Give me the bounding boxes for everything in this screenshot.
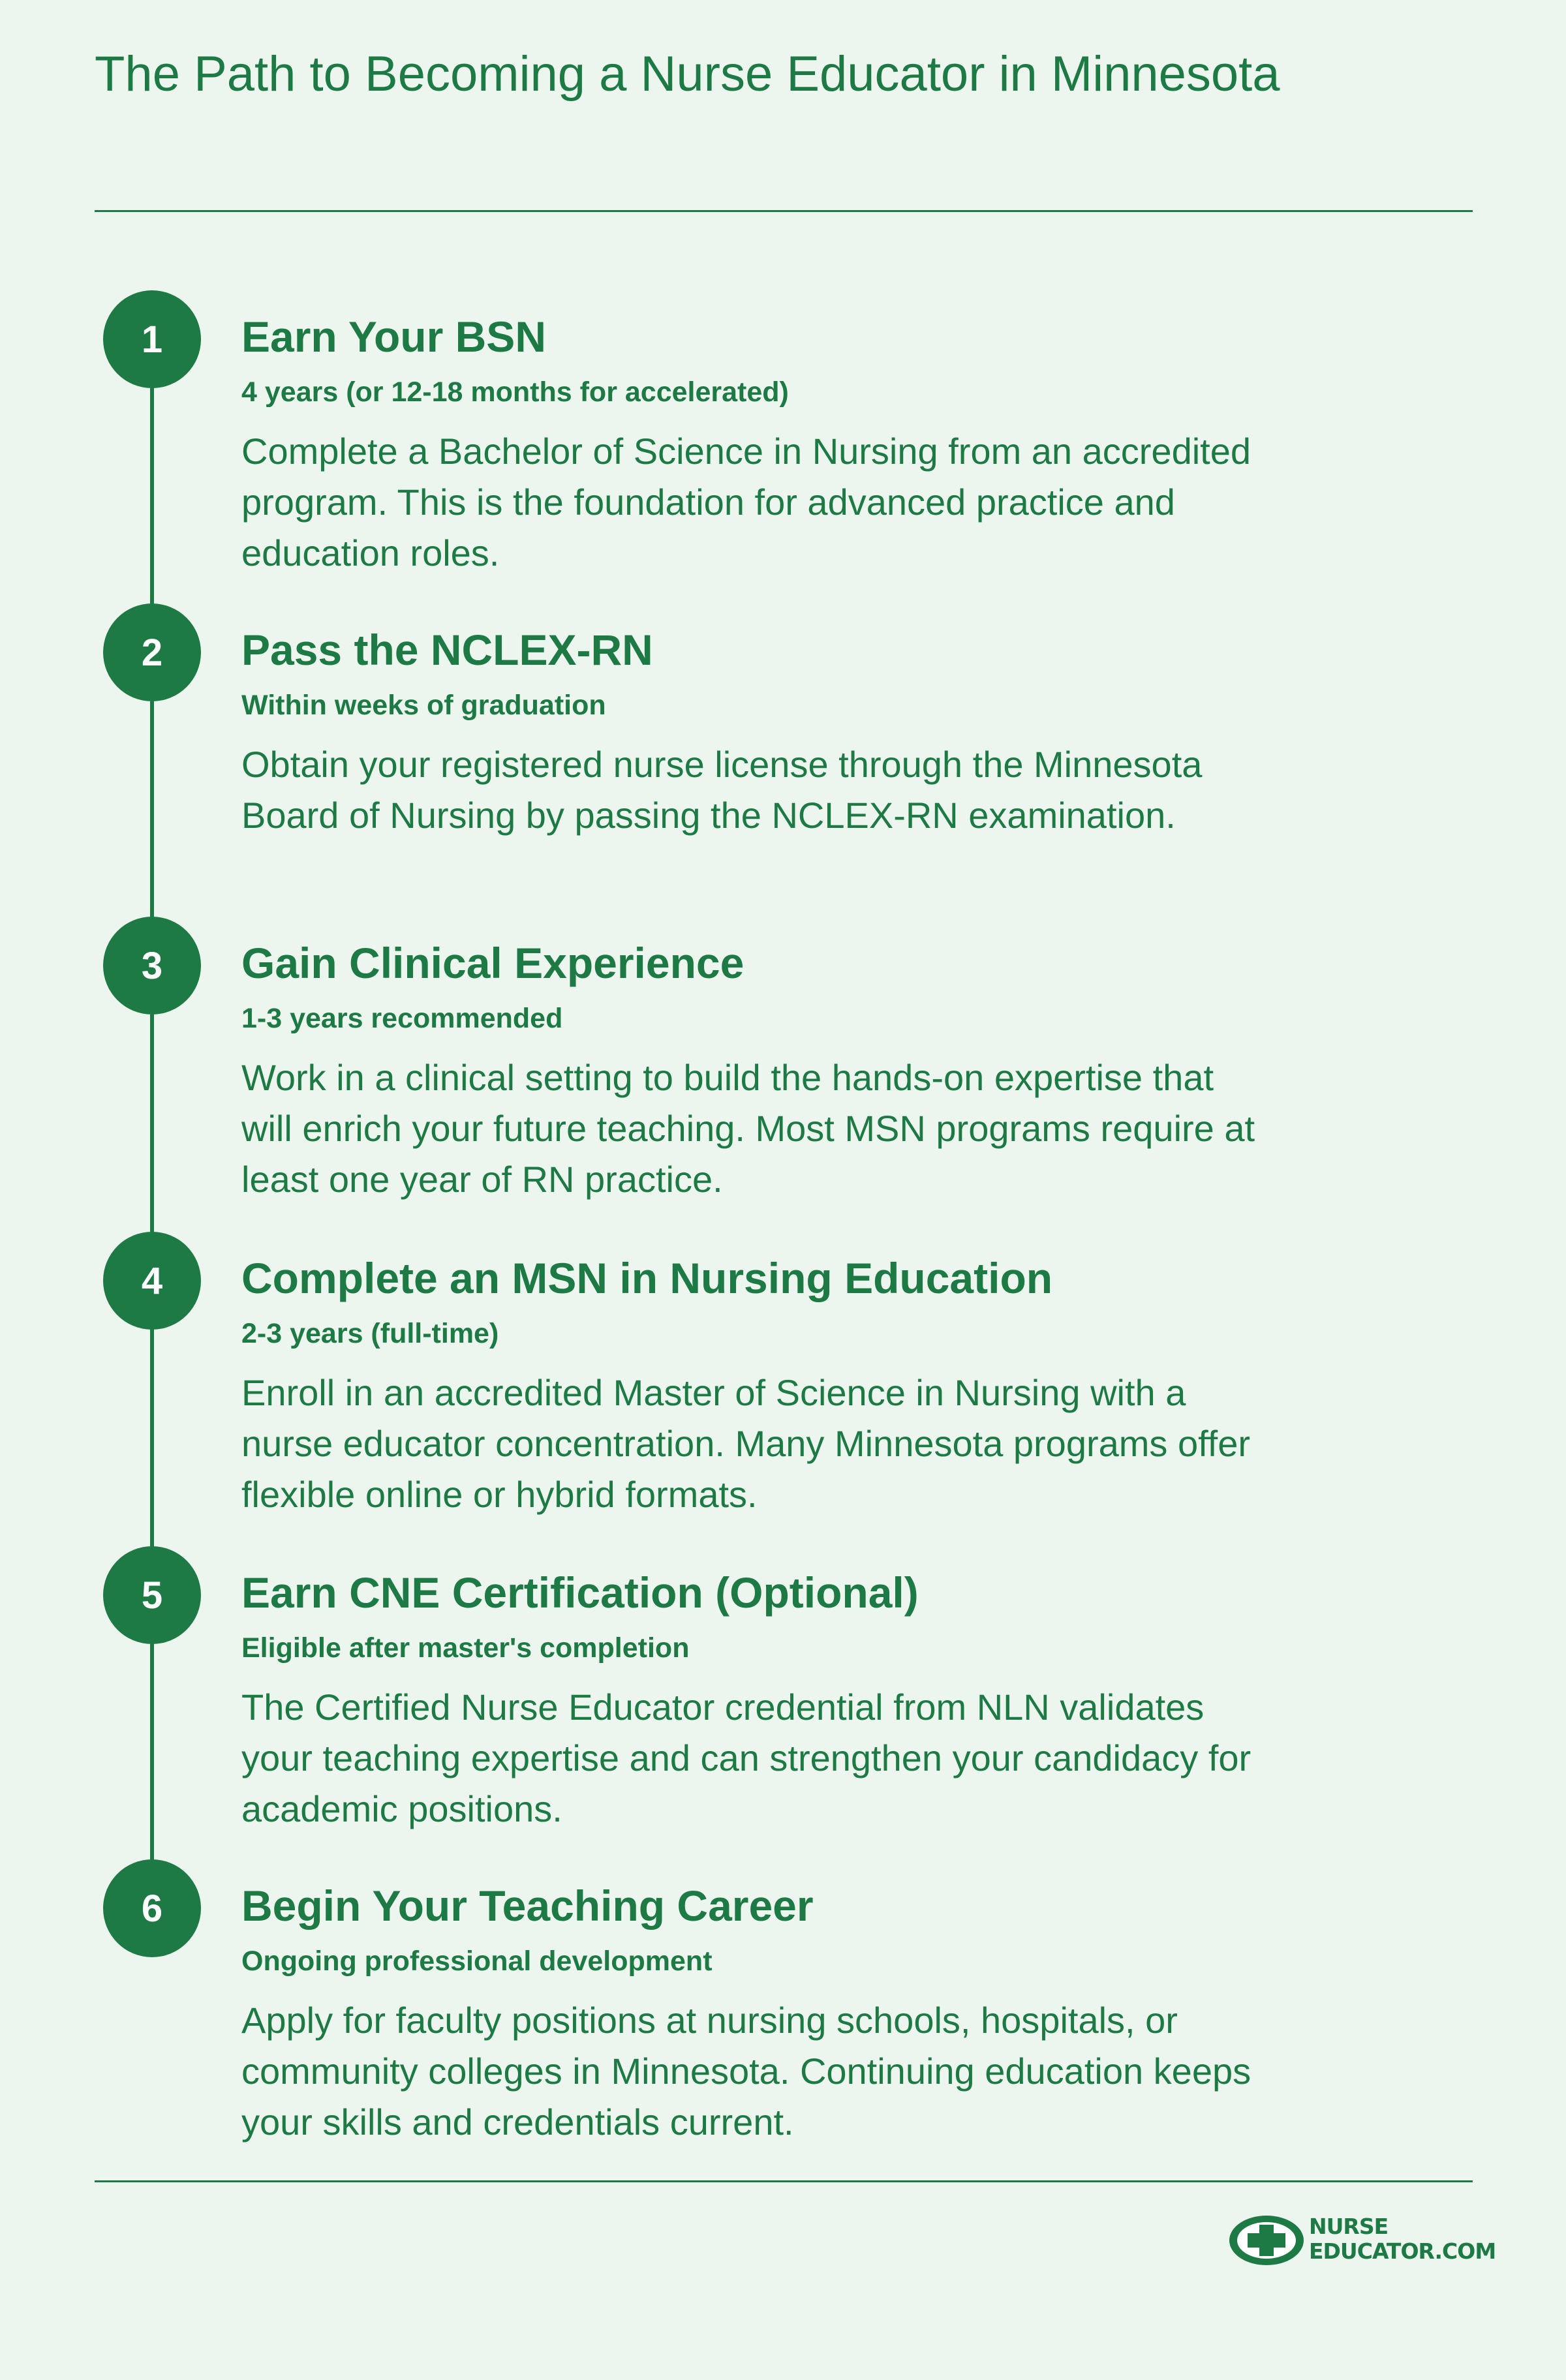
logo-line-2: EDUCATOR.COM xyxy=(1309,2238,1496,2264)
logo-wordmark xyxy=(1309,2214,1496,2264)
header-divider xyxy=(95,210,1473,212)
step-number-badge: 1 xyxy=(103,290,201,388)
step-title: Earn CNE Certification (Optional) xyxy=(241,1568,919,1617)
step-description: Obtain your registered nurse license through the Minnesota Board of Nursing by passing the NCLEX-RN examination. xyxy=(241,744,1203,836)
step-description: Apply for faculty positions at nursing schools, hospitals, or community colleges in Minnesota. Continuing education keeps your skills and credentials current. xyxy=(241,2000,1251,2143)
step-duration: 4 years (or 12-18 months for accelerated) xyxy=(241,376,789,408)
step-number-badge: 5 xyxy=(103,1546,201,1644)
timeline-line xyxy=(150,346,154,1912)
step-title: Earn Your BSN xyxy=(241,313,546,361)
step-description: The Certified Nurse Educator credential from NLN validates your teaching expertise and can strengthen your candidacy for academic positions. xyxy=(241,1686,1251,1829)
logo-line-1: NURSE xyxy=(1309,2214,1389,2239)
step-duration: Within weeks of graduation xyxy=(241,690,606,721)
step-number-badge: 4 xyxy=(103,1232,201,1330)
nurse-educator-logo[interactable] xyxy=(1228,2209,1496,2272)
step-number-badge: 2 xyxy=(103,603,201,701)
step-number-badge: 3 xyxy=(103,917,201,1015)
step-description: Complete a Bachelor of Science in Nursing from an accredited program. This is the foundation for advanced practice and education roles. xyxy=(241,431,1251,573)
step-description: Work in a clinical setting to build the hands-on expertise that will enrich your future teaching. Most MSN programs require at least one year of RN practice. xyxy=(241,1057,1255,1200)
step-title: Complete an MSN in Nursing Education xyxy=(241,1254,1053,1302)
step-description: Enroll in an accredited Master of Science in Nursing with a nurse educator concentration. Many Minnesota programs offer flexible online or hybrid formats. xyxy=(241,1372,1251,1515)
step-title: Gain Clinical Experience xyxy=(241,939,745,987)
step-title: Pass the NCLEX-RN xyxy=(241,626,653,674)
footer-divider xyxy=(95,2180,1473,2182)
step-duration: Ongoing professional development xyxy=(241,1945,713,1977)
step-duration: Eligible after master's completion xyxy=(241,1632,690,1664)
medical-cross-icon xyxy=(1228,2214,1305,2266)
step-duration: 2-3 years (full-time) xyxy=(241,1318,499,1349)
page-title: The Path to Becoming a Nurse Educator in Minnesota xyxy=(95,46,1280,102)
step-duration: 1-3 years recommended xyxy=(241,1003,563,1034)
step-title: Begin Your Teaching Career xyxy=(241,1882,814,1930)
step-number-badge: 6 xyxy=(103,1859,201,1957)
